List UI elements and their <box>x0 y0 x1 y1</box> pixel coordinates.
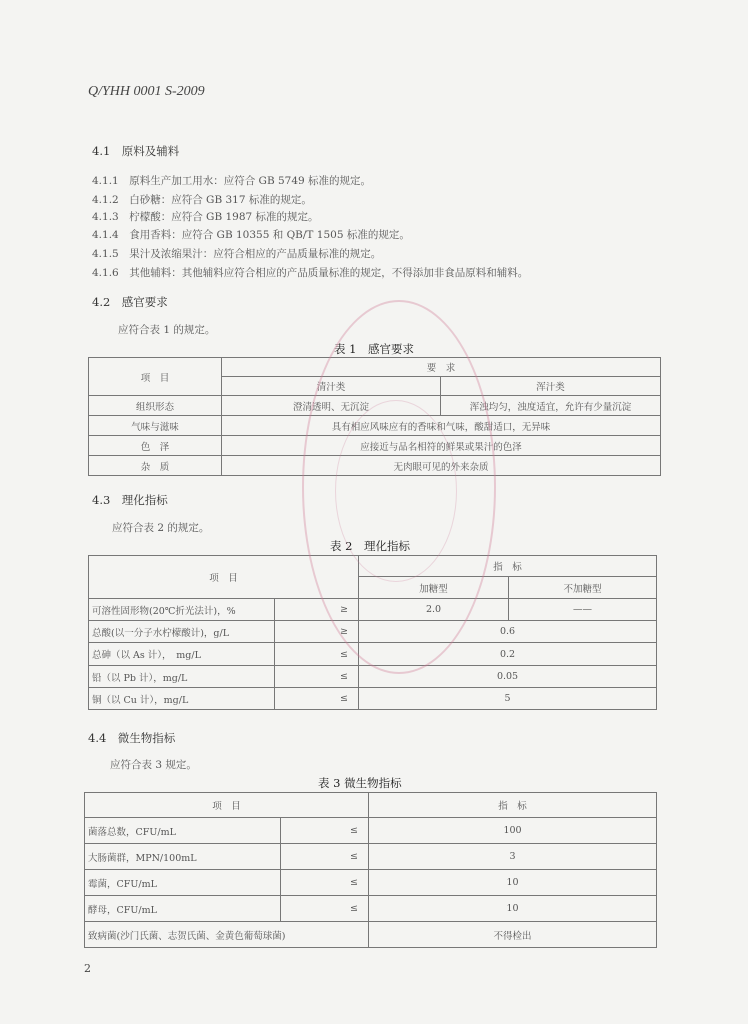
table-3-header-index: 指 标 <box>369 793 657 818</box>
table-2-row-operator: ≤ <box>275 688 359 710</box>
section-4-4-note: 应符合表 3 规定。 <box>110 759 197 771</box>
table-2-row-item: 可溶性固形物(20℃折光法计)，% <box>89 599 275 621</box>
table-3-row-operator: ≤ <box>281 818 369 844</box>
table-1-header-item: 项 目 <box>89 358 222 396</box>
clause-4-1-6: 4.1.6 其他辅料：其他辅料应符合相应的产品质量标准的规定，不得添加非食品原料和辅料。 <box>92 267 529 279</box>
table-2-physicochemical <box>88 555 657 710</box>
table-1-header-cloudy: 浑汁类 <box>441 377 661 396</box>
table-2-cell-value: 5 <box>359 688 657 710</box>
table-1-header-requirement: 要 求 <box>222 358 661 377</box>
table-3-row-item: 酵母，CFU/mL <box>85 896 281 922</box>
table-3-header-item: 项 目 <box>85 793 369 818</box>
table-1-cell-requirement: 应接近与品名相符的鲜果或果汁的色泽 <box>222 436 661 456</box>
section-4-3-title: 4.3 理化指标 <box>92 493 168 507</box>
table-3-row-item: 霉菌，CFU/mL <box>85 870 281 896</box>
table-2-header-item: 项 目 <box>89 556 359 599</box>
table-1-cell-clear: 澄清透明、无沉淀 <box>222 396 441 416</box>
section-4-2-note: 应符合表 1 的规定。 <box>118 324 216 336</box>
table-3-row-operator: ≤ <box>281 896 369 922</box>
table-2-row-operator: ≥ <box>275 621 359 643</box>
table-1-cell-cloudy: 浑浊均匀，浊度适宜，允许有少量沉淀 <box>441 396 661 416</box>
section-4-4-title: 4.4 微生物指标 <box>88 731 176 745</box>
table-2-row-item: 铜（以 Cu 计），mg/L <box>89 688 275 710</box>
table-3-cell-value: 不得检出 <box>369 922 657 948</box>
page-number: 2 <box>84 962 91 975</box>
clause-4-1-5: 4.1.5 果汁及浓缩果汁：应符合相应的产品质量标准的规定。 <box>92 248 382 260</box>
clause-4-1-4: 4.1.4 食用香料：应符合 GB 10355 和 QB/T 1505 标准的规定。 <box>92 229 410 241</box>
table-3-cell-value: 100 <box>369 818 657 844</box>
standard-code-header: Q/YHH 0001 S-2009 <box>88 84 205 99</box>
table-2-row-item: 总砷（以 As 计）， mg/L <box>89 643 275 666</box>
table-3-cell-value: 3 <box>369 844 657 870</box>
table-2-cell-unsugared: —— <box>509 599 657 621</box>
clause-4-1-1: 4.1.1 原料生产加工用水：应符合 GB 5749 标准的规定。 <box>92 175 372 187</box>
table-3-row-operator: ≤ <box>281 844 369 870</box>
table-2-header-sugared: 加糖型 <box>359 577 509 599</box>
table-1-cell-requirement: 具有相应风味应有的香味和气味，酸甜适口，无异味 <box>222 416 661 436</box>
table-2-cell-value: 0.6 <box>359 621 657 643</box>
table-2-cell-value: 0.2 <box>359 643 657 666</box>
table-2-header-unsugared: 不加糖型 <box>509 577 657 599</box>
table-3-row-item: 致病菌(沙门氏菌、志贺氏菌、金黄色葡萄球菌) <box>85 922 369 948</box>
table-2-caption: 表 2 理化指标 <box>330 539 410 553</box>
table-1-row-item: 色 泽 <box>89 436 222 456</box>
table-2-row-operator: ≥ <box>275 599 359 621</box>
table-3-caption: 表 3 微生物指标 <box>318 776 402 790</box>
table-2-row-item: 铅（以 Pb 计），mg/L <box>89 666 275 688</box>
table-1-sensory <box>88 357 661 476</box>
table-2-row-operator: ≤ <box>275 666 359 688</box>
table-3-cell-value: 10 <box>369 896 657 922</box>
table-3-row-item: 大肠菌群，MPN/100mL <box>85 844 281 870</box>
table-1-header-clear: 清汁类 <box>222 377 441 396</box>
table-3-row-operator: ≤ <box>281 870 369 896</box>
section-4-1-title: 4.1 原料及辅料 <box>92 144 180 158</box>
clause-4-1-2: 4.1.2 白砂糖：应符合 GB 317 标准的规定。 <box>92 194 312 206</box>
table-3-row-item: 菌落总数，CFU/mL <box>85 818 281 844</box>
table-2-cell-value: 0.05 <box>359 666 657 688</box>
clause-4-1-3: 4.1.3 柠檬酸：应符合 GB 1987 标准的规定。 <box>92 211 319 223</box>
table-2-header-index: 指 标 <box>359 556 657 577</box>
table-3-microbiological <box>84 792 657 948</box>
table-2-row-item: 总酸(以一分子水柠檬酸计)，g/L <box>89 621 275 643</box>
table-1-row-item: 杂 质 <box>89 456 222 476</box>
table-2-row-operator: ≤ <box>275 643 359 666</box>
table-1-cell-requirement: 无肉眼可见的外来杂质 <box>222 456 661 476</box>
table-1-row-item: 气味与滋味 <box>89 416 222 436</box>
section-4-3-note: 应符合表 2 的规定。 <box>112 522 210 534</box>
table-1-caption: 表 1 感官要求 <box>334 342 414 356</box>
table-1-row-item: 组织形态 <box>89 396 222 416</box>
table-2-cell-sugared: 2.0 <box>359 599 509 621</box>
table-3-cell-value: 10 <box>369 870 657 896</box>
section-4-2-title: 4.2 感官要求 <box>92 295 168 309</box>
